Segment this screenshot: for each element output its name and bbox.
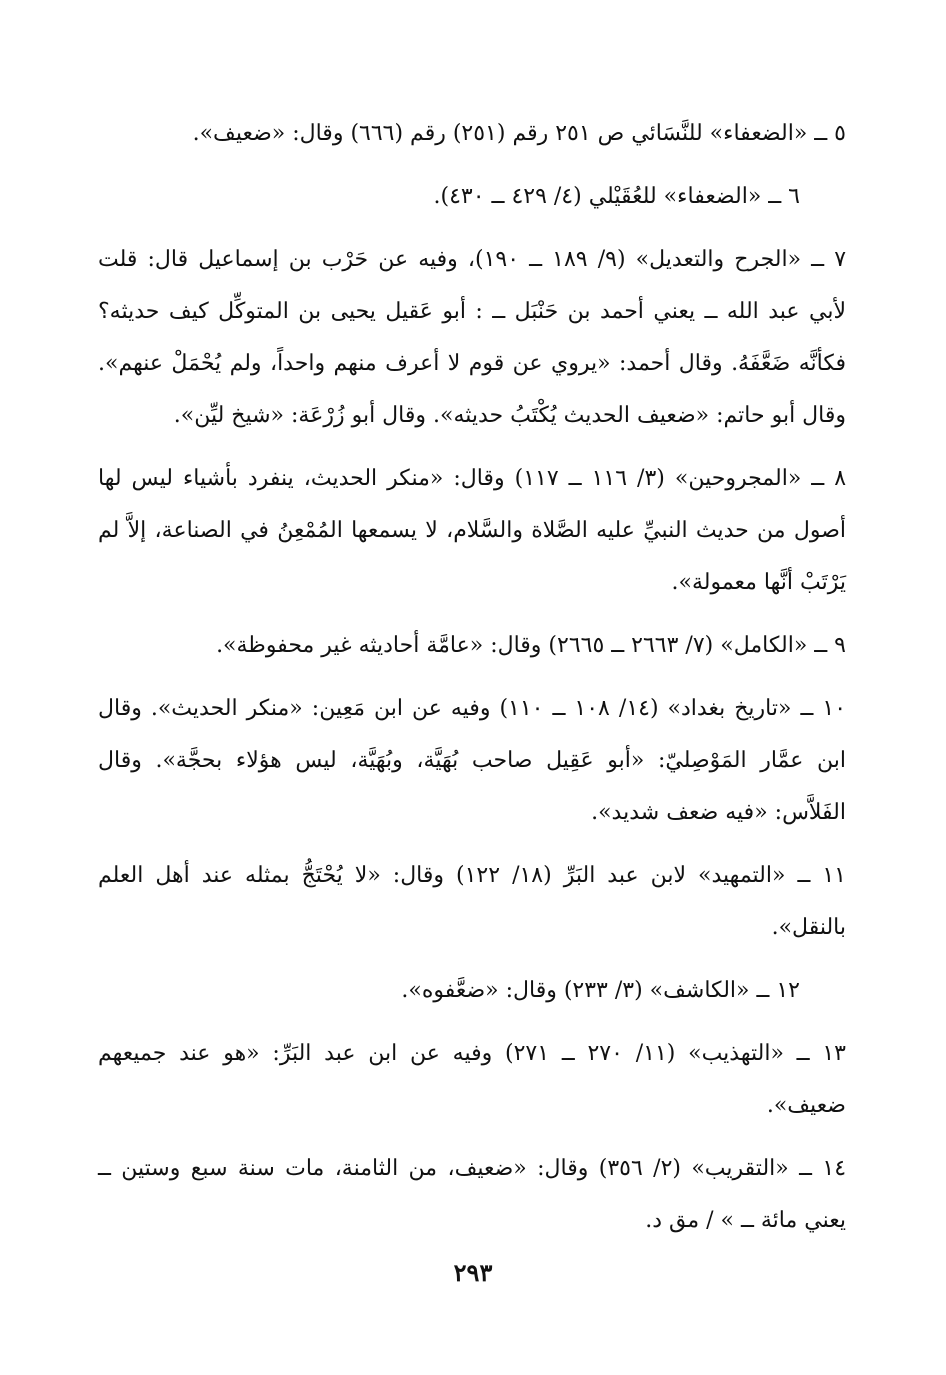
entry-13: ١٣ ــ «التهذيب» (١١/ ٢٧٠ ــ ٢٧١) وفيه عن ابن عبد البَرِّ: «هو عند جميعهم ضعيف». <box>98 1041 846 1118</box>
entry-5: ٥ ــ «الضعفاء» للنَّسَائي ص ٢٥١ رقم (٢٥١) رقم (٦٦٦) وقال: «ضعيف». <box>192 121 846 146</box>
entry-14: ١٤ ــ «التقريب» (٢/ ٣٥٦) وقال: «ضعيف، من الثامنة، مات سنة سبع وستين ــ يعني مائة ــ » / مق د. <box>98 1156 847 1233</box>
entry-12: ١٢ ــ «الكاشف» (٣/ ٢٣٣) وقال: «ضعَّفوه». <box>401 978 800 1003</box>
entry-8: ٨ ــ «المجروحين» (٣/ ١١٦ ــ ١١٧) وقال: «منكر الحديث، ينفرد بأشياء ليس لها أصول من حديث النبيِّ عليه الصَّلاة والسَّلام، لا يسمعها المُمْعِنُ في الصناعة، إلاَّ لم يَرْتَبْ أنَّها معمولة». <box>98 466 847 595</box>
entry-7: ٧ ــ «الجرح والتعديل» (٩/ ١٨٩ ــ ١٩٠)، وفيه عن حَرْب بن إسماعيل قال: قلت لأبي عبد الله ــ يعني أحمد بن حَنْبَل ــ : أبو عَقيل يحيى بن المتوكِّل كيف حديثه؟ فكأنَّه ضَعَّفَهُ. وقال أحمد: «يروي عن قوم لا أعرف منهم واحداً، ولم يُحْمَلْ عنهم». وقال أبو حاتم: «ضعيف الحديث يُكْتَبُ حديثه». وقال أبو زُرْعَة: «شيخ ليِّن». <box>98 247 847 428</box>
entry-9: ٩ ــ «الكامل» (٧/ ٢٦٦٣ ــ ٢٦٦٥) وقال: «عامَّة أحاديثه غير محفوظة». <box>216 633 846 658</box>
entry-6: ٦ ــ «الضعفاء» للعُقَيْلي (٤/ ٤٢٩ ــ ٤٣٠). <box>433 184 800 209</box>
entry-10: ١٠ ــ «تاريخ بغداد» (١٤/ ١٠٨ ــ ١١٠) وفيه عن ابن مَعِين: «منكر الحديث». وقال ابن عمَّار المَوْصِليّ: «أبو عَقِيل صاحب بُهَيَّة، وبُهَيَّة، ليس هؤلاء بحجَّة». وقال الفَلاَّس: «فيه ضعف شديد». <box>98 696 847 825</box>
page-number: ٢٩٣ <box>453 1258 493 1287</box>
entry-11: ١١ ــ «التمهيد» لابن عبد البَرِّ (١٨/ ١٢٢) وقال: «لا يُحْتَجُّ بمثله عند أهل العلم بالنقل». <box>98 863 846 940</box>
footnote-entries <box>98 108 846 1247</box>
